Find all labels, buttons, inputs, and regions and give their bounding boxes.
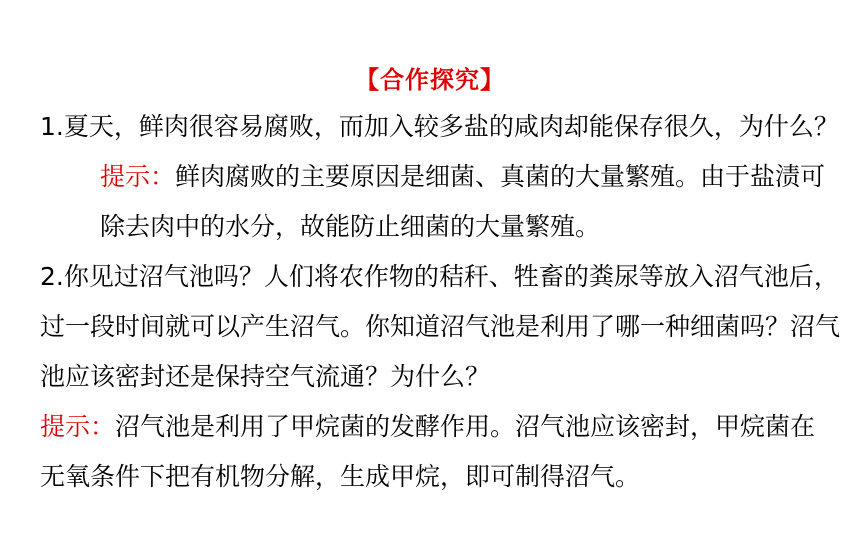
- question-2: 2.你见过沼气池吗？人们将农作物的秸秆、牲畜的粪尿等放入沼气池后，过一段时间就可以产生沼气。你知道沼气池是利用了哪一种细菌吗？沼气池应该密封还是保持空气流通？为什么？: [40, 262, 841, 391]
- question-1: 1.夏天，鲜肉很容易腐败，而加入较多盐的咸肉却能保存很久，为什么？: [40, 112, 839, 141]
- section-title: 【合作探究】: [355, 66, 505, 94]
- hint-2-text: 沼气池是利用了甲烷菌的发酵作用。沼气池应该密封，甲烷菌在无氧条件下把有机物分解，生成甲烷，即可制得沼气。: [40, 412, 816, 491]
- hint-1-text: 鲜肉腐败的主要原因是细菌、真菌的大量繁殖。由于盐渍可除去肉中的水分，故能防止细菌的大量繁殖。: [100, 162, 826, 241]
- hint-2: [40, 402, 840, 502]
- hint-1: [100, 152, 845, 252]
- hint-1-label: 提示：: [100, 162, 176, 191]
- hint-2-label: 提示：: [40, 412, 116, 441]
